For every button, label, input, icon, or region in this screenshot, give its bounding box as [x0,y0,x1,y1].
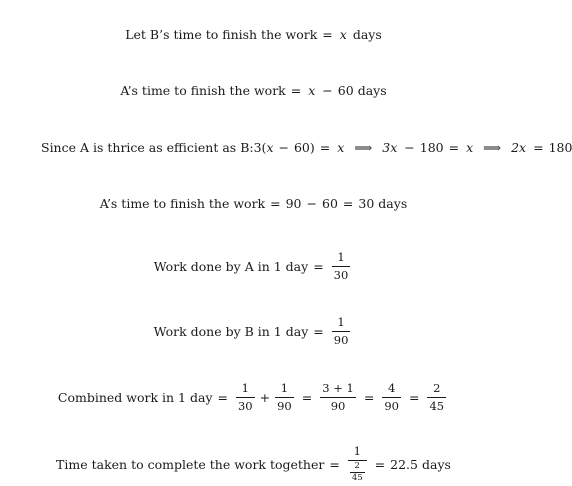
line-a-time-result [0,193,507,213]
equals-sign: = [448,139,460,155]
fraction-1-90 [275,381,294,413]
equals-sign: = [301,389,313,405]
variable-x: x [337,139,345,155]
denominator: 90 [333,332,349,347]
implies-arrow: ⟹ [354,139,373,155]
equals-sign: = [313,258,324,274]
fraction-2-45 [427,381,446,413]
numerator: 3 + 1 [322,381,354,396]
fraction-1-30 [236,381,255,413]
value-22-5: 22.5 [390,456,418,472]
line-combined-work [0,379,507,415]
equals-sign: = [322,26,333,42]
equals-sign: = [217,389,228,405]
value-180: 180 [548,139,572,155]
variable-x: x [339,26,347,42]
line-work-b [0,313,507,349]
line-efficiency [0,137,572,157]
variable-x: x [466,139,474,155]
numerator: 4 [387,381,396,396]
implies-arrow: ⟹ [483,139,502,155]
fraction-4-90 [382,381,401,413]
equals-sign: = [313,323,324,339]
denominator: 30 [333,267,349,282]
denominator: 90 [384,398,399,413]
equals-sign: = [374,456,386,472]
work-b-label: Work done by B in 1 day [153,323,309,339]
equals-sign: = [290,82,302,98]
numerator: 1 [337,250,345,265]
denominator: 30 [237,398,253,413]
equals-sign: = [533,139,544,155]
numerator: 1 [280,381,289,396]
value-180: 180 [419,139,444,155]
inner-numerator: 2 [354,460,360,471]
inner-denominator: 45 [351,473,363,484]
value-90: 90 [285,195,302,211]
minus-sign: − [404,139,415,155]
numerator: 2 [433,381,441,396]
fraction-3plus1-90 [320,381,356,413]
open-term: 3( [253,139,267,155]
equals-sign: = [342,195,354,211]
equals-sign: = [363,389,375,405]
denominator [348,461,367,484]
plus-sign: + [259,389,271,405]
unit-days: days [352,26,382,42]
value-30: 30 [358,195,375,211]
line-b-time [0,24,507,44]
fraction-1-30 [332,250,351,282]
denominator: 90 [330,398,346,413]
unit-days: days [357,82,387,98]
combined-work-label: Combined work in 1 day [57,389,213,405]
variable-x: x [266,139,274,155]
equals-sign: = [319,139,331,155]
a-time-label: A’s time to finish the work [99,195,266,211]
equals-sign: = [329,456,340,472]
b-time-label: Let B’s time to finish the work [125,26,318,42]
line-time-together [0,444,507,484]
denominator: 45 [429,398,445,413]
numerator: 1 [241,381,249,396]
inner-fraction-2-45 [350,462,365,484]
minus-sign: − [278,139,289,155]
denominator: 90 [277,398,292,413]
a-time-label: A’s time to finish the work [120,82,286,98]
value-60-close: 60) [293,139,315,155]
numerator: 1 [337,315,345,330]
equals-sign: = [270,195,281,211]
line-a-time [0,80,507,100]
equals-sign: = [408,389,420,405]
numerator: 1 [353,444,361,459]
term-3x: 3x [382,139,398,155]
value-60: 60 [337,82,354,98]
minus-sign: − [322,82,333,98]
term-2x: 2x [511,139,527,155]
time-together-label: Time taken to complete the work together [56,456,325,472]
line-work-a [0,248,507,284]
minus-sign: − [306,195,317,211]
fraction-1-90 [332,315,351,347]
efficiency-label: Since A is thrice as efficient as B: [41,139,254,155]
unit-days: days [378,195,408,211]
work-a-label: Work done by A in 1 day [153,258,309,274]
value-60: 60 [322,195,338,211]
variable-x: x [308,82,316,98]
unit-days: days [422,456,451,472]
fraction-1-over-2-45 [348,444,367,483]
